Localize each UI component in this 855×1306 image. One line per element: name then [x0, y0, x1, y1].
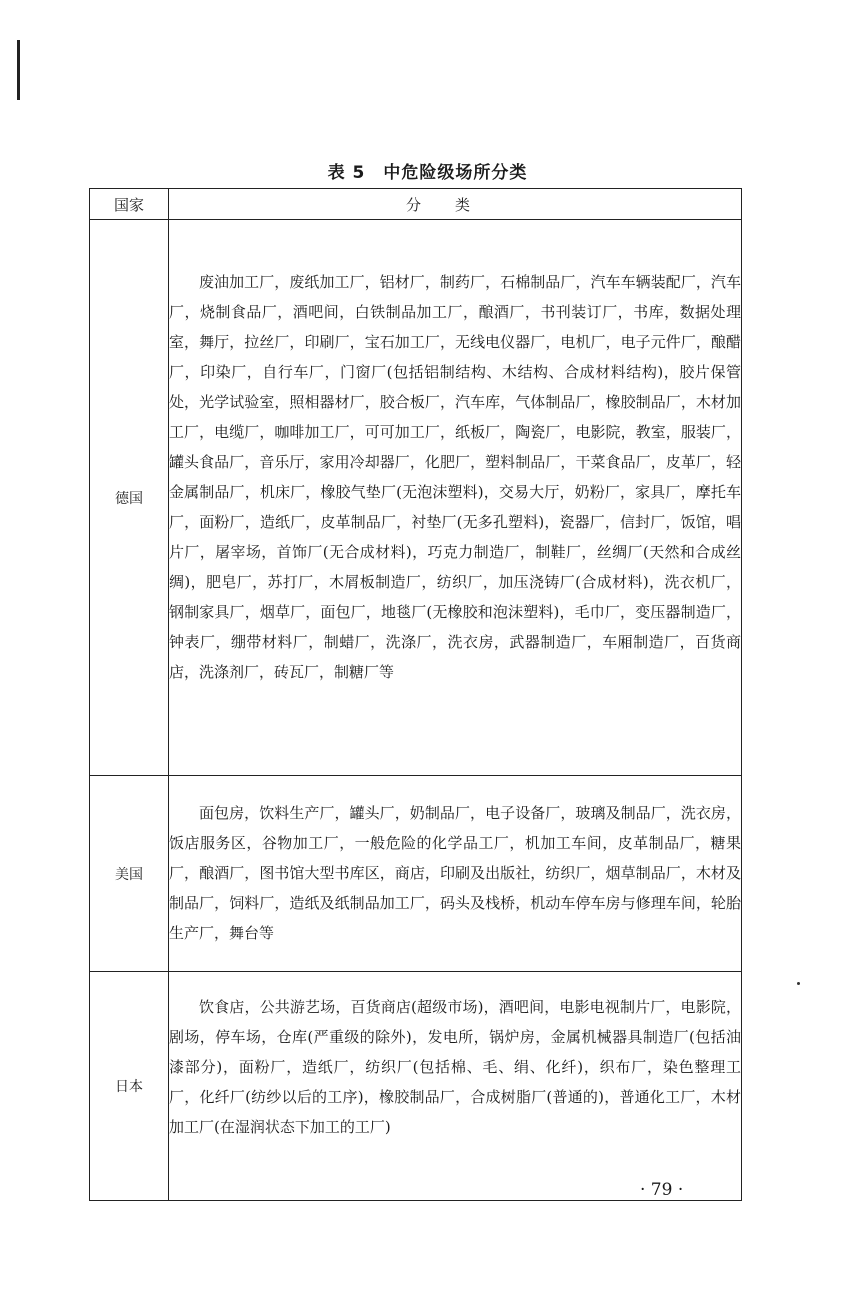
classification-text: 饮食店，公共游艺场，百货商店(超级市场)，酒吧间，电影电视制片厂，电影院，剧场，停车场，仓库(严重级的除外)，发电所，锅炉房，金属机械器具制造厂(包括油漆部分)，面粉厂，造纸厂，纺织厂(包括棉、毛、绢、化纤)，织布厂，染色整理工厂，化纤厂(纺纱以后的工序)，橡胶制品厂，合成树脂厂(普通的)，普通化工厂，木材加工厂(在湿润状态下加工的工厂)	[169, 998, 741, 1136]
table-header-row	[90, 189, 742, 220]
table-row-usa	[90, 776, 742, 972]
classification-text: 面包房，饮料生产厂，罐头厂，奶制品厂，电子设备厂，玻璃及制品厂，洗衣房，饭店服务区，谷物加工厂，一般危险的化学品工厂，机加工车间，皮革制品厂，糖果厂，酿酒厂，图书馆大型书库区，商店，印刷及出版社，纺织厂，烟草制品厂，木材及制品厂，饲料厂，造纸及纸制品加工厂，码头及栈桥，机动车停车房与修理车间，轮胎生产厂，舞台等	[169, 804, 741, 942]
country-cell: 日本	[90, 972, 169, 1201]
classification-cell	[169, 776, 742, 972]
country-cell: 美国	[90, 776, 169, 972]
classification-table	[89, 188, 742, 1201]
classification-cell	[169, 972, 742, 1201]
classification-cell	[169, 220, 742, 776]
table-row-germany	[90, 220, 742, 776]
table-number: 表 5	[327, 163, 366, 183]
country-cell: 德国	[90, 220, 169, 776]
page-number: · 79 ·	[640, 1180, 684, 1200]
binding-margin-line	[17, 40, 20, 100]
table-caption	[0, 158, 855, 183]
table-row-japan	[90, 972, 742, 1201]
header-classification: 分类	[169, 189, 742, 220]
header-country: 国家	[90, 189, 169, 220]
table-title: 中危险级场所分类	[383, 163, 528, 183]
scan-speck	[797, 982, 800, 985]
classification-text: 废油加工厂，废纸加工厂，铝材厂，制药厂，石棉制品厂，汽车车辆装配厂，汽车厂，烧制食品厂，酒吧间，白铁制品加工厂，酿酒厂，书刊装订厂，书库，数据处理室，舞厅，拉丝厂，印刷厂，宝石加工厂，无线电仪器厂，电机厂，电子元件厂，酿醋厂，印染厂，自行车厂，门窗厂(包括铝制结构、木结构、合成材料结构)，胶片保管处，光学试验室，照相器材厂，胶合板厂，汽车库，气体制品厂，橡胶制品厂，木材加工厂，电缆厂，咖啡加工厂，可可加工厂，纸板厂，陶瓷厂，电影院，教室，服装厂，罐头食品厂，音乐厅，家用冷却器厂，化肥厂，塑料制品厂，干菜食品厂，皮革厂，轻金属制品厂，机床厂，橡胶气垫厂(无泡沫塑料)，交易大厅，奶粉厂，家具厂，摩托车厂，面粉厂，造纸厂，皮革制品厂，衬垫厂(无多孔塑料)，瓷器厂，信封厂，饭馆，唱片厂，屠宰场，首饰厂(无合成材料)，巧克力制造厂，制鞋厂，丝绸厂(天然和合成丝绸)，肥皂厂，苏打厂，木屑板制造厂，纺织厂，加压浇铸厂(合成材料)，洗衣机厂，钢制家具厂，烟草厂，面包厂，地毯厂(无橡胶和泡沫塑料)，毛巾厂，变压器制造厂，钟表厂，绷带材料厂，制蜡厂，洗涤厂，洗衣房，武器制造厂，车厢制造厂，百货商店，洗涤剂厂，砖瓦厂，制糖厂等	[169, 273, 741, 681]
